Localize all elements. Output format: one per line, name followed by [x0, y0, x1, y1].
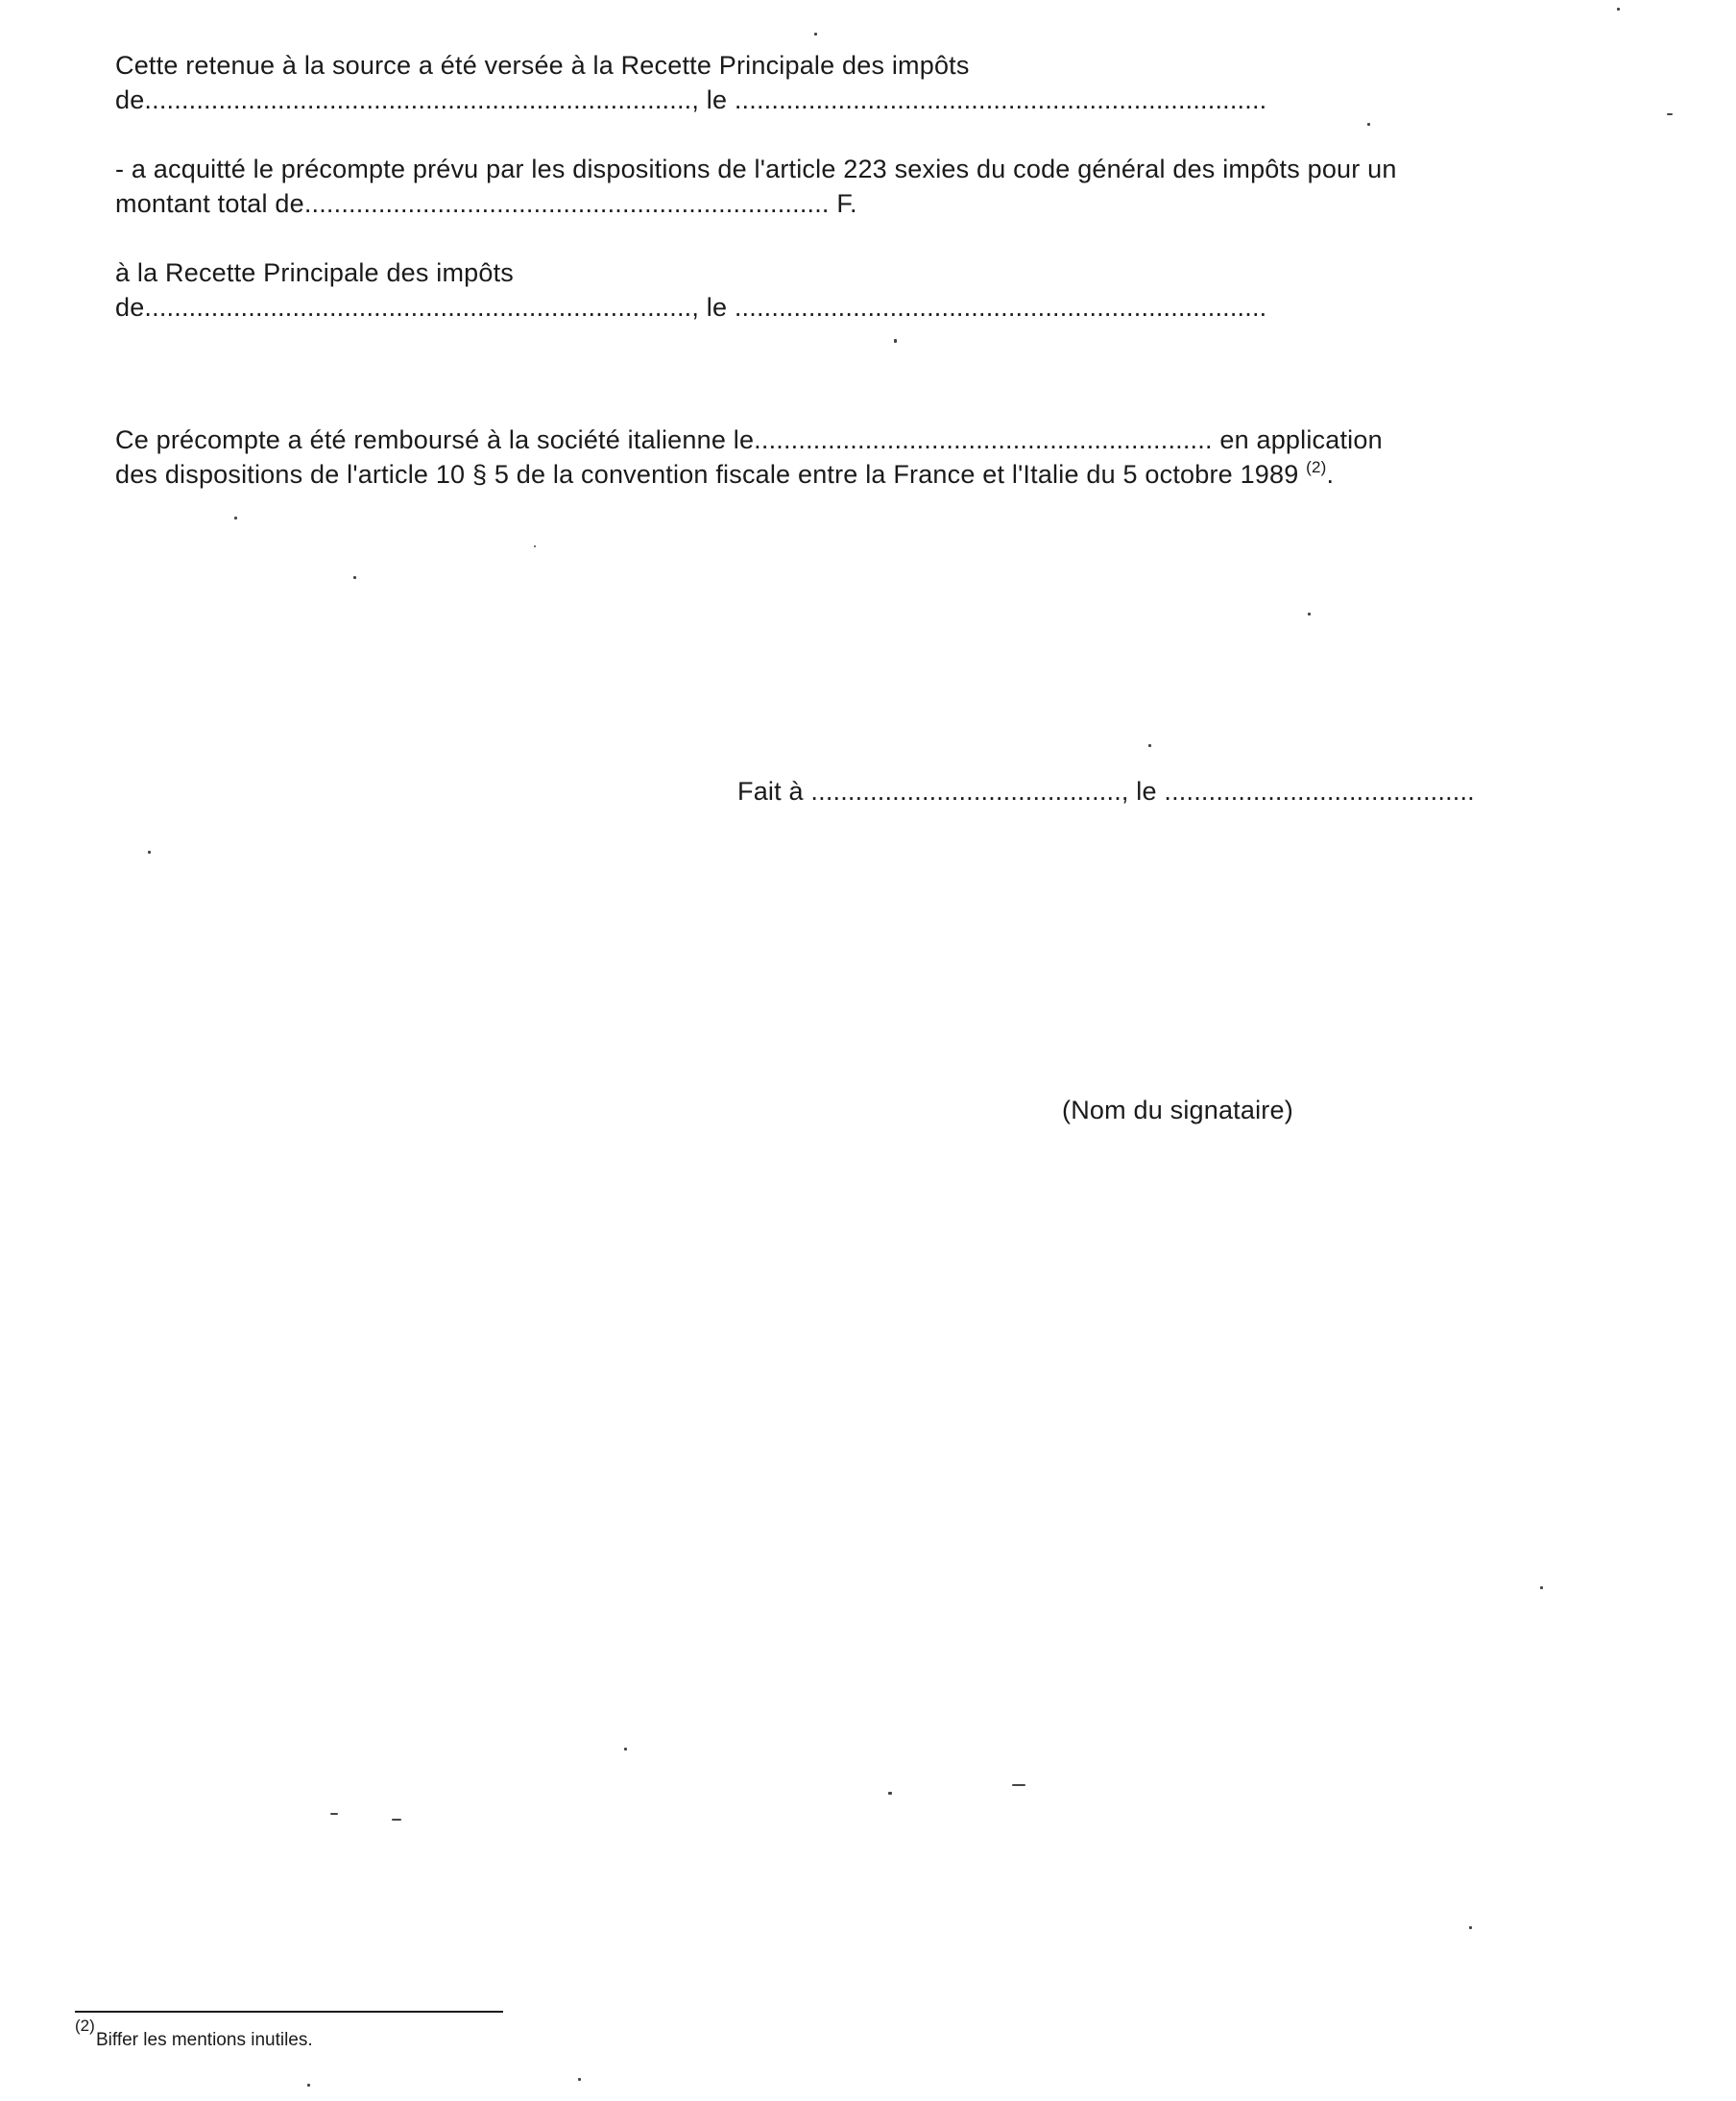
scan-speck	[1148, 744, 1151, 747]
scan-speck	[1540, 1586, 1543, 1589]
convention-fiscale-body: des dispositions de l'article 10 § 5 de la convention fiscale entre la France et l'Italie du 5 octobre 1989	[115, 460, 1299, 489]
montant-total-field: montant total de....................................................................... F.	[115, 189, 857, 218]
scan-speck	[1012, 1784, 1025, 1786]
footnote-text: Biffer les mentions inutiles.	[96, 2030, 313, 2050]
scan-speck	[353, 576, 356, 579]
footnote-reference: (2)	[1306, 458, 1327, 476]
scan-speck	[392, 1819, 401, 1821]
scan-speck	[814, 33, 817, 36]
footnote-divider	[75, 2011, 503, 2013]
recette-de-le-field: de.........................................................................., le ........................................................................	[115, 293, 1267, 322]
scan-speck	[1667, 113, 1673, 115]
scan-speck	[307, 2084, 310, 2087]
scan-speck	[888, 1792, 892, 1795]
scan-speck	[534, 545, 536, 547]
scan-speck	[1469, 1926, 1472, 1929]
retenue-source-text: Cette retenue à la source a été versée à la Recette Principale des impôts	[115, 51, 970, 80]
fait-a-le-field: Fait à .........................................., le ..........................................	[737, 777, 1475, 806]
sentence-period: .	[1326, 460, 1335, 489]
scan-speck	[234, 517, 237, 519]
precompte-text: - a acquitté le précompte prévu par les dispositions de l'article 223 sexies du code général des impôts pour un	[115, 155, 1397, 183]
scan-speck	[1367, 123, 1370, 126]
scan-speck	[330, 1813, 338, 1815]
signatory-name-label: (Nom du signataire)	[1062, 1096, 1293, 1124]
scan-speck	[148, 851, 151, 854]
remboursement-text: Ce précompte a été remboursé à la société italienne le.............................................................. en application	[115, 425, 1383, 454]
footnote-number: (2)	[75, 2016, 95, 2035]
scan-speck	[1617, 8, 1620, 11]
convention-fiscale-text	[115, 459, 1334, 494]
scan-speck	[624, 1748, 627, 1751]
scan-speck	[578, 2078, 581, 2081]
scan-speck	[894, 339, 897, 343]
scan-speck	[1308, 613, 1311, 616]
retenue-de-le-field: de.........................................................................., le ........................................................................	[115, 85, 1267, 114]
recette-principale-text: à la Recette Principale des impôts	[115, 258, 515, 287]
